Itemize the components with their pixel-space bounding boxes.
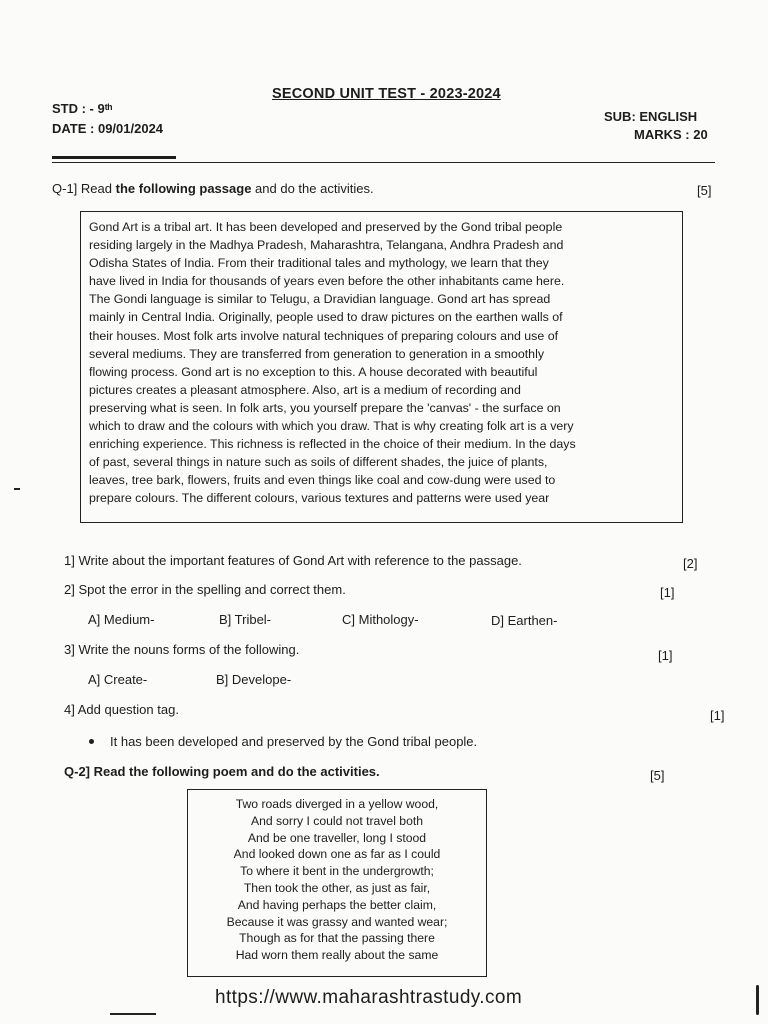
poem-line: Had worn them really about the same: [235, 948, 439, 963]
noun-option-b: B] Develope-: [216, 672, 292, 687]
activity-1: 1] Write about the important features of Gond Art with reference to the passage.: [64, 553, 522, 568]
marks-label: MARKS : 20: [634, 127, 708, 142]
poem-line: And looked down one as far as I could: [233, 847, 441, 862]
poem-line: And sorry I could not travel both: [250, 813, 424, 828]
q1-number: Q-1]: [52, 181, 78, 196]
passage-box: [80, 211, 683, 523]
poem-line: Because it was grassy and wanted wear;: [226, 914, 448, 929]
scan-artifact-line: [110, 1013, 156, 1015]
spelling-option-d: D] Earthen-: [491, 613, 558, 628]
activity-3: 3] Write the nouns forms of the following.: [64, 642, 300, 657]
spelling-option-c: C] Mithology-: [342, 612, 419, 627]
subject-label: SUB: ENGLISH: [604, 109, 698, 124]
activity-4: 4] Add question tag.: [64, 702, 179, 717]
header-rule: [52, 162, 715, 163]
scan-artifact-edge: [756, 985, 759, 1015]
activity-2: 2] Spot the error in the spelling and correct them.: [64, 582, 346, 597]
activity-2-marks: [1]: [660, 585, 675, 600]
poem-box: [187, 789, 487, 977]
q1-instruction: the following passage: [115, 181, 252, 196]
activity-3-marks: [1]: [658, 648, 673, 663]
poem-line: And be one traveller, long I stood: [247, 830, 427, 845]
noun-option-a: A] Create-: [88, 672, 148, 687]
activity-4-marks: [1]: [710, 708, 725, 723]
q1-marks: [5]: [697, 183, 712, 198]
question-tag-item: It has been developed and preserved by the Gond tribal people.: [110, 734, 478, 749]
date-label: DATE : 09/01/2024: [52, 121, 164, 136]
poem-line: Though as for that the passing there: [239, 931, 435, 946]
spelling-option-b: B] Tribel-: [219, 612, 272, 627]
q1-heading: [52, 181, 374, 196]
poem-line: To where it bent in the undergrowth;: [240, 864, 434, 879]
passage-text: Gond Art is a tribal art. It has been developed and preserved by the Gond tribal people residing largely in the Madhya Pradesh, Maharashtra, Telangana, Andhra Pradesh and Odisha States of India. From their traditional tales and mythology, we learn that they have lived in India for thousands of years even before the other inhabitants came here. The Gondi language is similar to Telugu, a Dravidian language. Gond art has spread mainly in Central India. Originally, people used to draw pictures on the earthen walls of their houses. Most folk arts involve natural techniques of preparing colours and use of several mediums. They are transferred from generation to generation in a smoothly flowing process. Gond art is no exception to this. A house decorated with beautiful pictures creates a pleasant atmosphere. Also, art is a medium of recording and preserving what is seen. In folk arts, you yourself prepare the 'canvas' - the surface on which to draw and the colours with which you draw. That is why creating folk art is a very enriching experience. This richness is reflected in the choice of their medium. In the days of past, several things in nature such as soils of different shades, the juice of plants, leaves, tree bark, flowers, fruits and even things like coal and cow-dung were used to prepare colours. The different colours, various textures and patterns were used year: [89, 220, 576, 506]
header-rule-thick: [52, 156, 176, 159]
poem-line: Two roads diverged in a yellow wood,: [235, 797, 439, 811]
footer-url[interactable]: https://www.maharashtrastudy.com: [215, 987, 523, 1008]
q2-marks: [5]: [650, 768, 665, 783]
q1-suffix: and do the activities.: [255, 181, 374, 196]
q2-heading: Q-2] Read the following poem and do the activities.: [64, 764, 380, 779]
q1-prefix: Read: [80, 181, 112, 196]
page-title: SECOND UNIT TEST - 2023-2024: [272, 86, 501, 102]
std-label: STD : - 9ᵗʰ: [52, 101, 113, 116]
scan-artifact-dash: [14, 488, 20, 490]
poem-line: Then took the other, as just as fair,: [243, 880, 431, 895]
spelling-option-a: A] Medium-: [88, 612, 155, 627]
bullet-icon: [89, 739, 94, 744]
poem-line: And having perhaps the better claim,: [237, 897, 437, 912]
activity-1-marks: [2]: [683, 556, 698, 571]
